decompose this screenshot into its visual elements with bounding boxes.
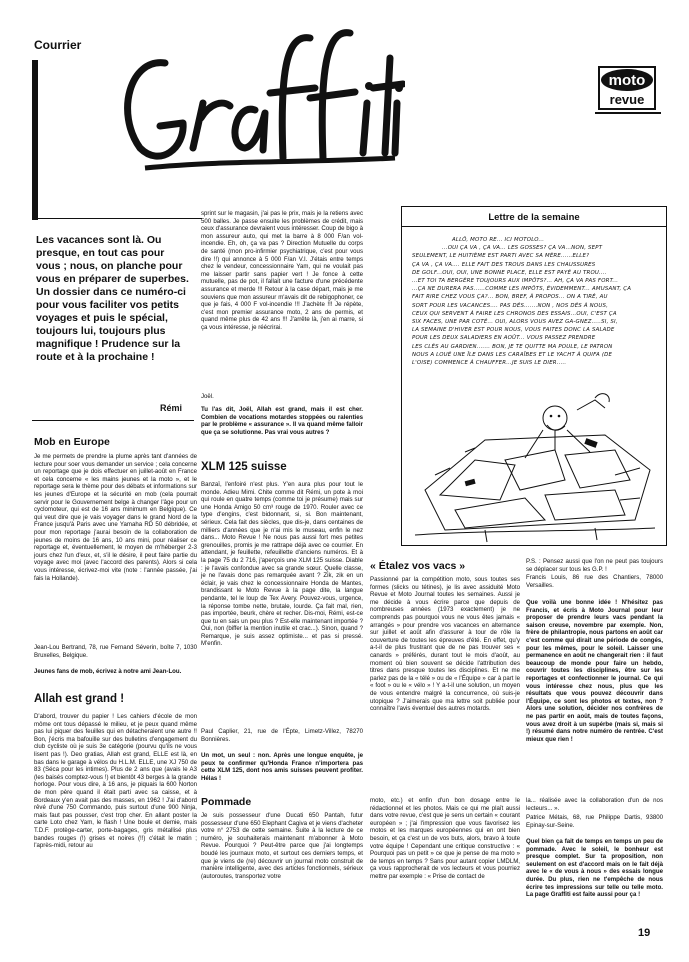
- hand-line: SEULEMENT, LE HUITIÈME EST PARTI AVEC SA MÈRE......ELLE?: [412, 253, 590, 260]
- hand-line: POUR LES DEUX SALADIERS EN AOÛT... VOUS PASSEZ PRENDRE: [412, 335, 596, 342]
- hand-line: FAIT RIRE CHEZ VOUS ÇA?... BON, BREF, À PROPOS... ON A TIRÉ, AU: [412, 294, 608, 301]
- allah-body: D'abord, trouver du papier ! Les cahiers d'école de mon môme ont tous dépassé le milieu, et je peux quand même pas lui piquer des feuilles qui en détacheraient une autre !! Bon, j'écris ma bafouille sur des bulletins d'engagement du club cycliste où je suis 3e catégorie (pourvu qu'ils ne vous lisent pas !). Deo gratias, Allah est grand, ELLE est là, en bas dans le garage à vélos du H.L.M. ELLE, une XJ 750 de 83 (Séca pour les intimes). Plus de 2 ans que (avais le A3 (les baisés comptez-vous !) et bientôt 43 berges à la grande horloge. Pour vous dire, à 16 ans, je piquais la 600 Norton de mon père quand il était parti avec sa caisse, et à Bordeaux y'en avait pas des masses, en 1962 ! J'ai d'abord rêvé d'une 750 Commando, puis surtout d'une 900 Ninja, mais faut pas pousser, c'est trop cher. En allant poster la carte Loto chez Yam, le flash ! Une boule et demie, mais T.D.F. protège-carter, porte-bagages, gris métallisé plus bandes rouges (!) grises et noires (!!) c'était le matin ; l'après-midi, retour au: [34, 713, 197, 850]
- divider: [401, 226, 667, 227]
- frame-rule: [595, 112, 661, 114]
- allah-reply: Tu l'as dit, Joël, Allah est grand, mais il est cher. Combien de vocations motardes stoppées ou ralenties par le problème « assurance ». Il va quand même falloir que ça se solutionne. Pas vrai vous autres ?: [201, 406, 363, 436]
- hand-line: LA SEMAINE D'HIVER EST POUR NOUS, VOUS FAITES DONC LA SALADE: [412, 327, 615, 334]
- svg-text:moto: moto: [608, 72, 646, 89]
- hand-line: CEUX QUI SERVENT À FAIRE LES CHRONOS DES ESSAIS...OUI, C'EST ÇA: [412, 310, 617, 317]
- xlm-body: Banzaï, l'enfoiré n'est plus. Y'en aura plus pour tout le monde. Adieu Mimi. Chite comme dit Rémi, un pote à moi qui roule en quatre temps (comme toi je présume) mais sur une Honda Amigo 50 cm³ rouge de 1970. Rouler avec ce type d'engins, c'est bidonnant, si, si. Bon maintenant, sérieux. Cela fait des siècles, que dis-je, dans centaines de milliers d'années que je n'ai mis le museau, enfin le nez dans... Moto Revue ! Ne nous pas aussi fort mes petites grenouilles, promis je me rattrape déjà avec ce courrier. En attendant, je feuillette, refeuillette d'anciens numéros. Et à la page 75 du 2 716, j'aperçois une XLM 125 suisse. Diable : je l'avais confondue avec sa grande sœur. Quelle classe, je ne l'avais donc pas remarquée avant ? Zik, zik en un éclair, je vais chez le concessionnaire Honda de Mantes, brandissant le Moto Revue à la page dite, la langue pendante, tel le loup de Tex Avery. Pouvez-vous, urgence, la réponse tombe nette, brutale, lourde. Ça fait mal, rien, pas importée, beurk, chère et recher. Dis-moi, Rémi, est-ce que tu en sais un peu plus ? Est-elle maintenant importée ? Oui, non (biffer la mention inutile et crac...). Sinon, quand ? Remarque, je suis assez optimiste... et pas si pressé. M'enfin.: [201, 481, 363, 648]
- xlm-signature: Paul Caplier, 21, rue de l'Épte, Limetz-Villez, 78270 Bonnières.: [201, 728, 363, 743]
- handwritten-letter: [412, 236, 662, 367]
- hand-line: ÇA VA , ÇA VA.... ELLE FAIT DES TROUS DANS LES CHAUSSURES: [412, 261, 596, 268]
- allah-signature: Joël.: [201, 393, 214, 400]
- page-number: 19: [638, 927, 651, 939]
- hand-line: NOUS A LOUÉ UNE ÎLE DANS LES CARAÏBES ET LE YACHT À QUIFA (DE: [412, 351, 613, 358]
- hand-line: ...ET TOI TA BERGÈRE TOUJOURS AUX IMPÔTS?... AH, ÇA VA PAS FORT...: [412, 278, 619, 285]
- xlm-reply: Un mot, un seul : non. Après une longue enquête, je peux te confirmer qu'Honda France n'importera pas cette XLM 125, dont nos amis suisses peuvent profiter. Hélas !: [201, 752, 363, 782]
- mob-title: Mob en Europe: [34, 436, 110, 448]
- hand-line: L'OISE) COMMENCE À CHAUFFER...JE SUIS LE DIER.....: [412, 360, 567, 367]
- hand-line: LES CLÉS AU GARDIEN....... BON, JE TE QUITTE MA POULE, LE PATRON: [412, 343, 613, 350]
- hand-line: SORT POUR LES VACANCES.... PAS DÉS.......NON , NOS DÉS À NOUS,: [412, 302, 608, 309]
- frame-rule: [32, 218, 202, 219]
- etalez-ps: P.S. : Pensez aussi que l'on ne peut pas toujours se déplacer sur tous les G.P. !: [526, 558, 663, 573]
- hand-line: DE GOLF...OUI, OUI, UNE BONNE PLACE, ELLE EST PAYÉ AU TROU....: [412, 269, 607, 276]
- hand-line: ALLÔ, MOTO RE... ICI MOTOLO...: [452, 237, 545, 243]
- mob-address: Jean-Lou Bertrand, 78, rue Fernand Séverin, boîte 7, 1030 Bruxelles, Belgique.: [34, 644, 197, 659]
- graffiti-title-art: [105, 18, 405, 178]
- etalez-signature: Francis Louis, 86 rue des Chantiers, 78000 Versailles.: [526, 574, 663, 589]
- pommade-signature: Patrice Métais, 68, rue Philippe Dartis, 93800 Epinay-sur-Seine.: [526, 814, 663, 829]
- pommade-body: Je suis possesseur d'une Ducati 650 Pantah, futur possesseur d'une 650 Elephant Cagiva et je viens d'acheter votre n° 2753 de cette semaine. Suite à la lecture de ce numéro, je souhaiterais maintenant m'abonner à Moto Revue. Pourquoi ? Peut-être parce que j'ai longtemps boudé les journaux moto, et surtout ces derniers temps, et que je viens de (re) découvrir un journal moto construit de manière intelligente, avec des articles fonctionnels, sérieux (autoroutes, transportez votre: [201, 812, 363, 880]
- pommade-continued-end: la... réalisée avec la collaboration d'un de nos lecteurs... ».: [526, 797, 663, 812]
- pommade-title: Pommade: [201, 796, 252, 808]
- allah-continued: sprint sur le magasin, j'ai pas le prix, mais je la retiens avec 500 balles. Je passe ensuite les problèmes de crédit, mais ceux d'assurance devraient vous intéresser. Coup de bigo à mon assureur auto, qui met la barre à 8 000 F/an vol-incendie. Eh, oh, ça va pas ? Direction Mutuelle du corps de santé (mon pro-infirmier psychiatrique, c'est pour vous dire !!) qui annonce à 5 000 F/an V.I. J'étais entre temps chez le vendeur, concessionnaire Yam, qui ne voulait pas me laisser partir sans papier vert ! Je fonce à cette mutuelle, pas de pot, il fallait une facture d'une précédente assurance et merde !!! Retour à la case départ, mais je me souviens que mon assureur m'avais dit de rebigophoner, ce que je fais, 4 000 F vol-incendie !!! J'achète !!! Je répète, c'est mon premier assurance moto, 2 ans de permis, et quand même plus de 42 ans !!! J'arrête là, j'en ai marre, si ça vous intéresse, je réécrirai.: [201, 210, 363, 331]
- divider: [32, 420, 194, 421]
- hand-line: ...OUI ÇA VA , ÇA VA... LES GOSSES? ÇA VA...NON, SEPT: [442, 245, 603, 252]
- svg-text:revue: revue: [609, 92, 645, 107]
- intro-text: Les vacances sont là. Ou presque, en tout cas pour vous ; nous, on planche pour vous en préparer de superbes. Un dossier dans ce numéro-ci pour vous faciliter vos petits voyages et puis le spécial, toujours lui, toujours plus magnifique ! Prudence sur la route et à la prochaine !: [36, 234, 189, 363]
- letter-box-title: Lettre de la semaine: [488, 212, 580, 223]
- mob-reply: Jeunes fans de mob, écrivez à notre ami Jean-Lou.: [34, 668, 182, 675]
- allah-title: Allah est grand !: [34, 693, 125, 705]
- section-label: Courrier: [34, 38, 82, 52]
- intro-signature: Rémi: [160, 403, 183, 413]
- etalez-title: « Étalez vos vacs »: [370, 560, 466, 572]
- cartoon-illustration: [405, 380, 663, 545]
- moto-revue-logo: [598, 66, 656, 110]
- mob-body: Je me permets de prendre la plume après tant d'années de lecture pour soer vous demander un service ; cela concerne un reportage que je dois effectuer en juillet-août en France et cela concerne « les mains jeunes et la moto », et le reportage sera le thème pour des débats et informations sur les jeunes d'Europe et la sécurité en mob (cela pourrait servir pour le Gouvernement belge à changer l'âge pour un cyclomoteur, qui est de 16 ans minimum en Belgique). Ce qui veut dire que je vais voyager dans le grand Nord de la France jusqu'à Paris avec une Yamaha RD 50 débridée, et pour mon reportage j'aurai besoin de la collaboration de jeunes de moins de 16 ans, 10 ans mini, pour réaliser ce reportage et, éventuellement, le moyen de m'héberger 2-3 jours chez l'un d'eux, et, s'il le désire, il peut faire partie du voyage avec moi (avec l'accord des parents). Alors si cela vous intéresse, écrivez-moi vite (note : l'année passée, j'ai fais la Hollande).: [34, 453, 197, 582]
- xlm-title: XLM 125 suisse: [201, 461, 287, 473]
- etalez-body: Passionné par la compétition moto, sous toutes ses formes (slicks ou tétines), je lis avec assiduité Moto Revue et Moto Journal toutes les semaines. Aussi je me décide à vous écrire parce que depuis de nombreuses années (1973 exactement) je ne comprends pas pourquoi vous ne vous êtes jamais « arrangés » pour prendre vos vacances en alternance sur juillet et août afin d'assurer à tour de rôle la couverture de toutes les épreuves d'été. En effet, qu'y a-t-il de plus frustrant que de ne pas trouver ses « canards » préférés, durant tout le mois d'août, au moment où bien souvent se décide l'attribution des titres dans presque toutes les disciplines. Et ne me parlez pas de la « télé » ou de « l'Équipe » car à part le « foot » ou le « vélo » ! Y a-t-il une solution, un moyen de vous entendre malgré la concurrence, où suis-je utopique ? J'aimerais que ma lettre soit publiée pour connaître l'avis éventuel des autres motards.: [370, 576, 520, 713]
- pommade-reply: Quel bien ça fait de temps en temps un peu de pommade. Avec le soleil, le bonheur est presque complet. Sur ta proposition, non seulement on est d'accord mais on le fait déjà avec le « de vous à nous » des essais longue durée. Du plus, rien ne t'empêche de nous écrire tes impressions sur telle ou telle moto. La page Graffiti est faite aussi pour ça !: [526, 838, 663, 899]
- hand-line: SIX FACES, UNE PAR COTÉ... OUI, ALORS VOUS AVEZ GA-GNEZ.....SI, SI,: [412, 319, 618, 326]
- pommade-continued: moto, etc.) et enfin d'un bon dosage entre le rédactionnel et les photos. Mais ce qui me plaît aussi dans votre revue, c'est que je sens un certain « courant européen » ; j'ai l'impression que vous favorisez les motos et les marques européennes qui en ont bien besoin, et ça c'est un de vos buts, alors, bravo à toute votre équipe ! Cependant une critique constructive : « Pourquoi pas un petit » ce que je pense de ma moto » de temps en temps ? Sans pour autant copier LMDLM, ça vous rapprocherait de vos lecteurs et vous pourriez mettre par exemple : « Prise de contact de: [370, 797, 520, 880]
- etalez-reply: Que voilà une bonne idée ! N'hésitez pas Francis, et écris à Moto Journal pour leur proposer de prendre leurs vacs pendant la saison creuse, novembre par exemple. Non, frère de philantropie, nous partons en août car c'est comme qui dirait une période de congés, pour les mêmes, pour le soleil. Laisser une permanence en août ne changerait rien : il faut beaucoup de monde pour faire un hebdo, couvrir toutes les disciplines, être sur les reportages et confectionner le journal. Ce qui vous intéresse chez nous, plus que les résultats que vous pouvez découvrir dans l'Équipe, ce sont les photos et textes, non ? Alors une solution, décider nos confrères de ne pas partir en août, mais de toutes façons, vous avez droit à un supérbe (mais si, mais si !) résumé dans notre numéro de rentrée. C'est mieux que rien !: [526, 599, 663, 743]
- hand-line: ...ÇA NE DURERA PAS......COMME LES IMPÔTS, ÉVIDEMMENT... AMUSANT, ÇA: [412, 286, 632, 293]
- frame-left-bar: [32, 60, 38, 220]
